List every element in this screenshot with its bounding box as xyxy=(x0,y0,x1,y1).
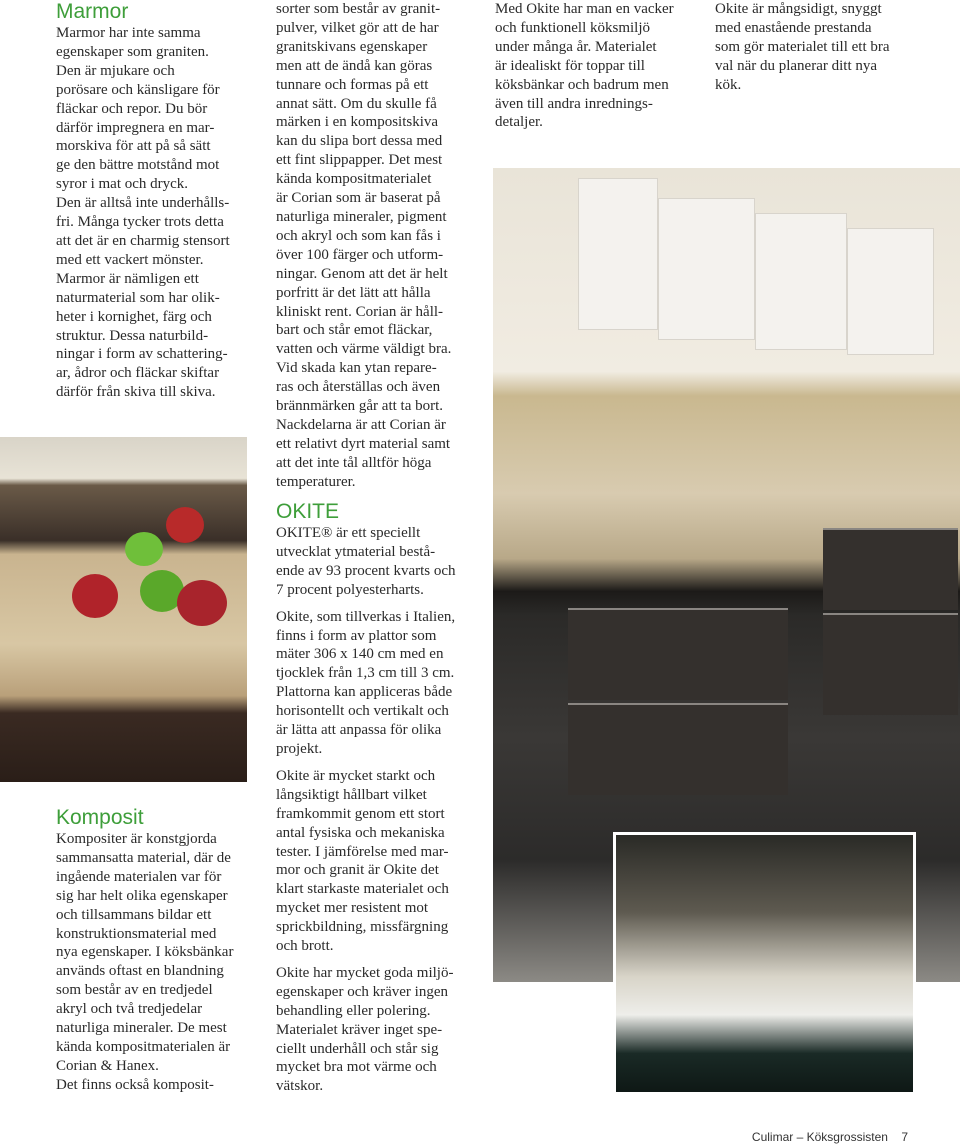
text-line: Plattorna kan appliceras både xyxy=(276,684,453,701)
text-line: ingående materialen var för xyxy=(56,868,222,885)
marmor-section xyxy=(56,0,230,410)
komposit-section xyxy=(56,806,233,1103)
paragraph xyxy=(56,830,233,1095)
text-line: används oftast en blandning xyxy=(56,963,224,980)
text-line: Okite har mycket goda miljö- xyxy=(276,964,454,981)
text-line: kök. xyxy=(715,76,742,93)
text-line: Vid skada kan ytan repare- xyxy=(276,360,437,377)
text-line: horisontellt och vertikalt och xyxy=(276,703,449,720)
text-line: Materialet kräver inget spe- xyxy=(276,1021,443,1038)
apple xyxy=(177,580,227,626)
text-line: ett fint slippapper. Det mest xyxy=(276,152,443,169)
text-line: över 100 färger och utform- xyxy=(276,246,444,263)
text-line: sprickbildning, missfärgning xyxy=(276,919,449,936)
paragraph xyxy=(276,964,456,1096)
text-line: ge den bättre motstånd mot xyxy=(56,157,220,174)
text-line: Okite är mycket starkt och xyxy=(276,767,436,784)
text-line: är Corian som är baserat på xyxy=(276,190,441,207)
apple xyxy=(125,532,163,566)
text-line: ar, ådror och fläckar skiftar xyxy=(56,365,220,382)
text-line: pulver, vilket gör att de har xyxy=(276,19,439,36)
text-line: att det inte tål alltför höga xyxy=(276,454,432,471)
text-line: ciellt underhåll och står sig xyxy=(276,1040,439,1057)
text-line: märken i en kompositskiva xyxy=(276,114,439,131)
text-line: porösare och känsligare för xyxy=(56,81,220,98)
text-line: klart starkaste materialet och xyxy=(276,881,449,898)
text-line: utvecklat ytmaterial bestå- xyxy=(276,543,436,560)
wall-cabinet xyxy=(847,228,934,355)
paragraph xyxy=(56,24,230,402)
text-line: syror i mat och dryck. xyxy=(56,176,189,193)
text-line: naturliga mineraler, pigment xyxy=(276,208,447,225)
text-line: därför från skiva till skiva. xyxy=(56,384,216,401)
text-line: och akryl och som kan fås i xyxy=(276,227,441,244)
text-line: kända kompositmaterialen är xyxy=(56,1038,231,1055)
text-line: detaljer. xyxy=(495,114,543,131)
text-line: ningar i form av schattering- xyxy=(56,346,228,363)
text-line: val när du planerar ditt nya xyxy=(715,57,878,74)
text-line: morskiva för att på så sätt xyxy=(56,138,211,155)
text-line: antal fysiska och mekaniska xyxy=(276,824,445,841)
text-line: sorter som består av granit- xyxy=(276,1,441,17)
text-line: 7 procent polyesterharts. xyxy=(276,581,424,598)
text-line: finns i form av plattor som xyxy=(276,627,437,644)
text-line: egenskaper som graniten. xyxy=(56,43,209,60)
text-line: Marmor har inte samma xyxy=(56,25,201,41)
drawer xyxy=(568,608,788,700)
text-line: kliniskt rent. Corian är håll- xyxy=(276,303,444,320)
okite-column-3 xyxy=(495,0,674,140)
publication-name: Culimar – Köksgrossisten xyxy=(751,1130,888,1144)
page-footer xyxy=(752,1130,908,1144)
okite-heading: OKITE xyxy=(276,500,340,523)
drawer xyxy=(568,703,788,795)
text-line: ende av 93 procent kvarts och xyxy=(276,562,456,579)
text-line: konstruktionsmaterial med xyxy=(56,925,217,942)
text-line: under många år. Materialet xyxy=(495,38,657,55)
text-line: kända kompositmaterialet xyxy=(276,171,432,188)
komposit-continued xyxy=(276,0,451,500)
text-line: mäter 306 x 140 cm med en xyxy=(276,646,444,663)
text-line: Det finns också komposit- xyxy=(56,1076,214,1093)
text-line: sammansatta material, där de xyxy=(56,849,231,866)
dark-kitchen-photo xyxy=(613,832,916,1095)
text-line: egenskaper och kräver ingen xyxy=(276,983,449,1000)
text-line: OKITE® är ett speciellt xyxy=(276,525,421,541)
text-line: tunnare och formas på ett xyxy=(276,76,429,93)
text-line: fläckar och repor. Du bör xyxy=(56,100,208,117)
text-line: ett relativt dyrt material samt xyxy=(276,435,451,452)
text-line: som gör materialet till ett bra xyxy=(715,38,890,55)
text-line: och brott. xyxy=(276,938,334,955)
wall-cabinet xyxy=(755,213,847,350)
okite-section xyxy=(276,500,456,1104)
text-line: bart och står emot fläckar, xyxy=(276,322,433,339)
paragraph xyxy=(276,524,456,600)
text-line: akryl och två tredjedelar xyxy=(56,1001,203,1018)
text-line: att det är en charmig stensort xyxy=(56,232,230,249)
text-line: Okite är mångsidigt, snyggt xyxy=(715,1,882,17)
komposit-heading: Komposit xyxy=(56,806,144,829)
text-line: Kompositer är konstgjorda xyxy=(56,831,217,847)
text-line: sig har helt olika egenskaper xyxy=(56,887,228,904)
text-line: därför impregnera en mar- xyxy=(56,119,215,136)
wall-cabinet xyxy=(658,198,755,340)
text-line: mycket bra mot värme och xyxy=(276,1059,437,1076)
text-line: tester. I jämförelse med mar- xyxy=(276,843,449,860)
text-line: som består av en tredjedel xyxy=(56,982,213,999)
text-line: behandling eller polering. xyxy=(276,1002,431,1019)
text-line: köksbänkar och badrum men xyxy=(495,76,669,93)
text-line: naturliga mineraler. De mest xyxy=(56,1020,227,1037)
page-number: 7 xyxy=(901,1130,908,1144)
text-line: vatten och värme väldigt bra. xyxy=(276,341,452,358)
paragraph xyxy=(715,0,890,95)
text-line: granitskivans egenskaper xyxy=(276,38,428,55)
text-line: mycket mer resistent mot xyxy=(276,900,429,917)
text-line: Den är mjukare och xyxy=(56,62,175,79)
marmor-heading: Marmor xyxy=(56,0,129,23)
okite-column-4-body xyxy=(715,0,890,95)
text-line: heter i kornighet, färg och xyxy=(56,308,212,325)
okite-column-4 xyxy=(715,0,890,103)
text-line: men att de ändå kan göras xyxy=(276,57,433,74)
text-line: Den är alltså inte underhålls- xyxy=(56,195,230,212)
text-line: med ett vackert mönster. xyxy=(56,251,204,268)
text-line: kan du slipa bort dessa med xyxy=(276,133,443,150)
text-line: och funktionell köksmiljö xyxy=(495,19,650,36)
drawer xyxy=(823,613,958,715)
text-line: Nackdelarna är att Corian är xyxy=(276,416,446,433)
text-line: är idealiskt för toppar till xyxy=(495,57,645,74)
text-line: brännmärken går att ta bort. xyxy=(276,398,444,415)
text-line: projekt. xyxy=(276,740,323,757)
paragraph xyxy=(495,0,674,132)
wall-cabinet xyxy=(578,178,658,330)
text-line: och tillsammans bildar ett xyxy=(56,906,212,923)
text-line: Okite, som tillverkas i Italien, xyxy=(276,608,456,625)
text-line: framkommit genom ett stort xyxy=(276,805,445,822)
paragraph xyxy=(276,767,456,956)
text-line: Med Okite har man en vacker xyxy=(495,1,674,17)
text-line: långsiktigt hållbart vilket xyxy=(276,786,427,803)
text-line: med enastående prestanda xyxy=(715,19,872,36)
text-line: Marmor är nämligen ett xyxy=(56,270,199,287)
text-line: mor och granit är Okite det xyxy=(276,862,439,879)
apple xyxy=(166,507,204,543)
okite-body xyxy=(276,524,456,1096)
komposit-body xyxy=(56,830,233,1095)
text-line: naturmaterial som har olik- xyxy=(56,289,220,306)
marmor-body xyxy=(56,24,230,402)
text-line: är lätta att anpassa för olika xyxy=(276,722,442,739)
text-line: annat sätt. Om du skulle få xyxy=(276,95,437,112)
text-line: fri. Många tycker trots detta xyxy=(56,214,224,231)
text-line: ras och återställas och även xyxy=(276,379,441,396)
paragraph xyxy=(276,0,451,492)
komposit-continued-body xyxy=(276,0,451,492)
paragraph xyxy=(276,608,456,759)
text-line: tjocklek från 1,3 cm till 3 cm. xyxy=(276,665,455,682)
text-line: ningar. Genom att det är helt xyxy=(276,265,448,282)
text-line: temperaturer. xyxy=(276,473,356,490)
countertop-apples-photo xyxy=(0,437,247,782)
text-line: även till andra inrednings- xyxy=(495,95,653,112)
text-line: porfritt är det lätt att hålla xyxy=(276,284,431,301)
apple xyxy=(72,574,118,618)
text-line: nya egenskaper. I köksbänkar xyxy=(56,944,234,961)
drawer xyxy=(823,528,958,610)
text-line: Corian & Hanex. xyxy=(56,1057,159,1074)
text-line: vätskor. xyxy=(276,1078,324,1095)
text-line: struktur. Dessa naturbild- xyxy=(56,327,209,344)
okite-column-3-body xyxy=(495,0,674,132)
